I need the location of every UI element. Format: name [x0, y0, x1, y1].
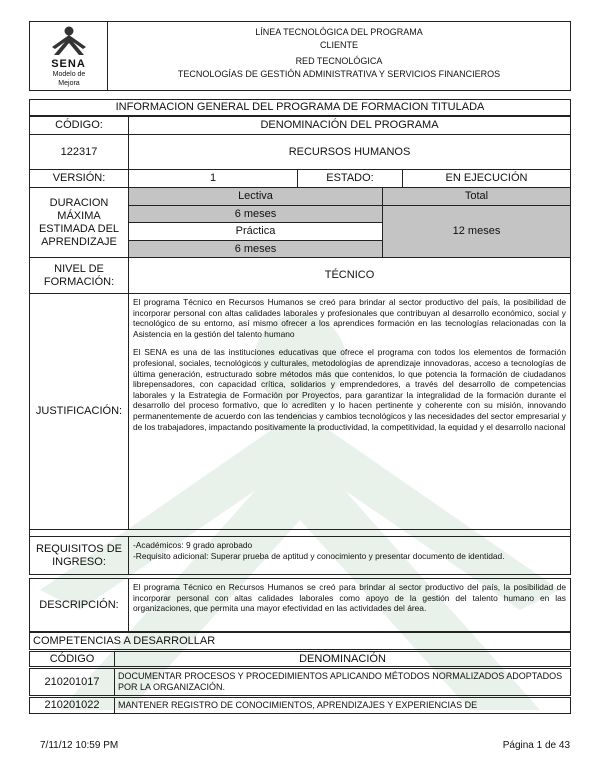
- requirements-label: REQUISITOS DE INGRESO:: [29, 536, 129, 575]
- logo-caption: Modelo de Mejora: [52, 71, 86, 87]
- header-line1: LÍNEA TECNOLÓGICA DEL PROGRAMA: [255, 27, 423, 37]
- comp-code-header: CÓDIGO: [29, 651, 115, 667]
- competencies-title: COMPETENCIAS A DESARROLLAR: [29, 632, 571, 650]
- comp-row-2-code: 210201022: [29, 697, 115, 714]
- description-label: DESCRIPCIÓN:: [29, 578, 129, 632]
- footer-timestamp: 7/11/12 10:59 PM: [40, 740, 119, 751]
- logo-text: SENA: [51, 58, 86, 70]
- header-line4: TECNOLOGÍAS DE GESTIÓN ADMINISTRATIVA Y SERVICIOS FINANCIEROS: [177, 69, 501, 79]
- total-value: 12 meses: [382, 205, 571, 258]
- header-logo-box: [29, 21, 108, 91]
- sena-logo-icon: [50, 25, 88, 61]
- total-label: Total: [382, 187, 571, 206]
- comp-name-header: DENOMINACIÓN: [114, 651, 571, 667]
- header-line2: CLIENTE: [319, 40, 358, 50]
- justification-cell: [128, 293, 571, 530]
- practica-value: 6 meses: [128, 240, 383, 258]
- comp-row-1-name: DOCUMENTAR PROCESOS Y PROCEDIMIENTOS APLICANDO MÉTODOS NORMALIZADOS ADOPTADOS POR LA ORGANIZACIÓN.: [114, 668, 571, 696]
- level-label: NIVEL DE FORMACIÓN:: [29, 257, 129, 294]
- lectiva-label: Lectiva: [128, 187, 383, 206]
- code-value: 122317: [29, 134, 129, 170]
- lectiva-value: 6 meses: [128, 205, 383, 223]
- state-label: ESTADO:: [297, 169, 403, 188]
- section-title: INFORMACION GENERAL DEL PROGRAMA DE FORMACION TITULADA: [29, 99, 571, 116]
- header-title-box: [107, 21, 571, 91]
- comp-row-2-name: MANTENER REGISTRO DE CONOCIMIENTOS, APRENDIZAJES Y EXPERIENCIAS DE: [114, 697, 571, 714]
- practica-label: Práctica: [128, 222, 383, 241]
- justification-paragraph-2: El SENA es una de las instituciones educativas que ofrece el programa con todos los elementos de formación profesional, sociales, tecnológicos y culturales, metodologías de aprendizaje innovadoras, acceso a tecnologías de última generación, estructurado sobre métodos más que contenidos, lo que potencia la formación de ciudadanos librepensadores, con capacidad crítica, solidarios y emprendedores, a través del desarrollo de competencias laborales y la Estrategia de Formación por Proyectos, para garantizar la integralidad de la formación durante el desarrollo del proceso formativo, que lo acrediten y lo hacen pertinente y coherente con su misión, innovando permanentemente de acuerdo con las tendencias y cambios tecnológicos y las necesidades del sector empresarial y de los trabajadores, impactando positivamente la productividad, la competitividad, la equidad y el desarrollo nacional: [133, 347, 566, 432]
- footer-page-number: Página 1 de 43: [502, 740, 570, 751]
- state-value: EN EJECUCIÓN: [402, 169, 571, 188]
- code-label: CÓDIGO:: [29, 116, 129, 135]
- program-name: RECURSOS HUMANOS: [128, 134, 571, 170]
- requirement-2: -Requisito adicional: Superar prueba de aptitud y conocimiento y presentar documento de identidad.: [133, 550, 505, 561]
- description-text: El programa Técnico en Recursos Humanos se creó para brindar al sector productivo del país, la posibilidad de incorporar personal con altas calidades laborales como apoyo de la gestión del talento humano en las organizaciones, que permita una mayor efectividad en las actividades del área.: [133, 582, 566, 614]
- denomination-header: DENOMINACIÓN DEL PROGRAMA: [128, 116, 571, 135]
- header-line3: RED TECNOLÓGICA: [295, 56, 383, 66]
- comp-row-1-code: 210201017: [29, 668, 115, 696]
- requirements-cell: [128, 536, 571, 575]
- justification-text: [133, 297, 566, 432]
- version-label: VERSIÓN:: [29, 169, 129, 188]
- requirement-1: -Académicos: 9 grado aprobado: [133, 540, 253, 550]
- version-value: 1: [128, 169, 298, 188]
- justification-paragraph-1: El programa Técnico en Recursos Humanos se creó para brindar al sector productivo del país, la posibilidad de incorporar personal con altas calidades laborales y profesionales que contribuyan al desarrollo económico, social y tecnológico de su entorno, así mismo ofrecer a los aprendices formación en las tecnologías relacionadas con la Asistencia en la gestión del talento humano: [133, 297, 566, 339]
- description-cell: [128, 578, 571, 632]
- level-value: TÉCNICO: [128, 257, 571, 294]
- duration-label: DURACION MÁXIMA ESTIMADA DEL APRENDIZAJE: [29, 187, 129, 258]
- justification-label: JUSTIFICACIÓN:: [29, 293, 129, 530]
